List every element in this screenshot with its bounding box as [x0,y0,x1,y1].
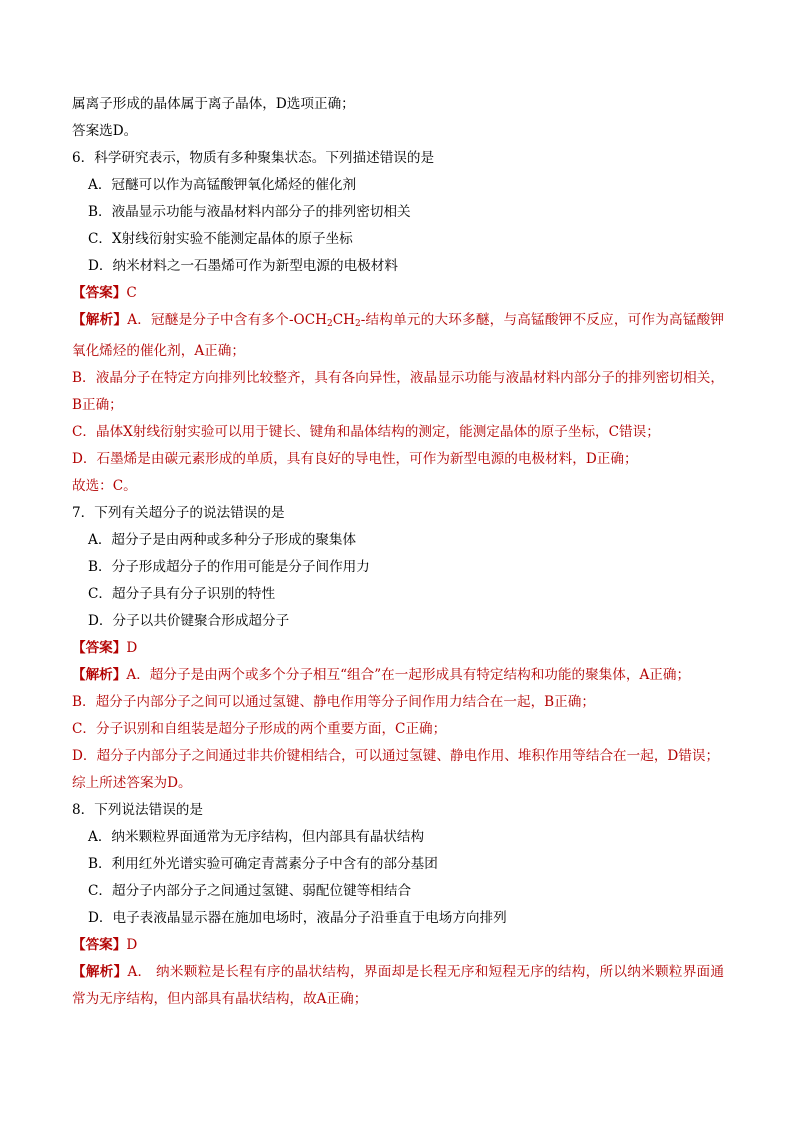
prev-analysis-line: 属离子形成的晶体属于离子晶体，D选项正确； [72,96,355,112]
analysis-text: A． 纳米颗粒是长程有序的晶状结构，界面却是长程无序和短程无序的结构，所以纳米颗粒界面通常为无序结构，但内部具有晶状结构，故A正确； [72,964,725,1007]
question-6-option-c: C．X射线衍射实验不能测定晶体的原子坐标 [88,231,353,247]
subscript: 2 [326,319,333,329]
question-7-analysis-c: C．分子识别和自组装是超分子形成的两个重要方面，C正确； [72,721,447,737]
analysis-text: A．超分子是由两个或多个分子相互“组合”在一起形成具有特定结构和功能的聚集体，A正确； [126,667,691,683]
question-7-stem: 7．下列有关超分子的说法错误的是 [72,505,285,521]
answer-value: D [126,937,138,953]
question-7-analysis-d: D．超分子内部分子之间通过非共价键相结合，可以通过氢键、静电作用、堆积作用等结合在一起，D错误； [72,748,720,764]
answer-value: D [126,640,138,656]
question-7-option-c: C．超分子具有分子识别的特性 [88,586,276,602]
analysis-text: -结构单元的大环多醚，与高锰酸钾不反应，可作为高锰酸钾氧化烯烃的催化剂，A正确； [72,312,725,359]
question-6-analysis-c: C．晶体X射线衍射实验可以用于键长、键角和晶体结构的测定，能测定晶体的原子坐标，C错误； [72,424,660,440]
analysis-label: 【解析】 [72,667,127,683]
question-8-option-c: C．超分子内部分子之间通过氢键、弱配位键等相结合 [88,883,412,899]
question-6-conclusion: 故选：C。 [72,478,137,494]
analysis-label: 【解析】 [72,964,128,980]
question-8-option-a: A．纳米颗粒界面通常为无序结构，但内部具有晶状结构 [88,829,425,845]
question-7-answer [72,635,724,662]
answer-label: 【答案】 [72,285,127,301]
question-6-analysis-d: D．石墨烯是由碳元素形成的单质，具有良好的导电性，可作为新型电源的电极材料，D正确； [72,451,638,467]
question-8-option-b: B．利用红外光谱实验可确定青蒿素分子中含有的部分基团 [88,856,438,872]
question-7-conclusion: 综上所述答案为D。 [72,775,192,791]
question-8-stem: 8．下列说法错误的是 [72,802,203,818]
question-7-analysis-a [72,662,724,689]
question-6-stem: 6．科学研究表示，物质有多种聚集状态。下列描述错误的是 [72,150,435,166]
prev-conclusion: 答案选D。 [72,123,138,139]
answer-value: C [126,285,137,301]
question-8-analysis-a [72,959,724,1013]
question-6-option-b: B．液晶显示功能与液晶材料内部分子的排列密切相关 [88,204,411,220]
question-6-analysis-a [72,307,724,365]
question-7-option-d: D．分子以共价键聚合形成超分子 [88,613,290,629]
question-7-option-a: A．超分子是由两种或多种分子形成的聚集体 [88,532,357,548]
analysis-label: 【解析】 [72,312,128,328]
answer-label: 【答案】 [72,937,127,953]
document-body [72,91,724,1013]
question-8-answer [72,932,724,959]
question-8-option-d: D．电子表液晶显示器在施加电场时，液晶分子沿垂直于电场方向排列 [88,910,507,926]
analysis-text: A．冠醚是分子中含有多个-OCH [127,312,327,328]
question-6-answer [72,280,724,307]
answer-label: 【答案】 [72,640,127,656]
analysis-text: CH [332,312,355,328]
question-6-option-a: A．冠醚可以作为高锰酸钾氧化烯烃的催化剂 [88,177,357,193]
question-7-analysis-b: B．超分子内部分子之间可以通过氢键、静电作用等分子间作用力结合在一起，B正确； [72,694,595,710]
question-6-analysis-b: B．液晶分子在特定方向排列比较整齐，具有各向异性，液晶显示功能与液晶材料内部分子的排列密切相关，B正确； [72,370,724,413]
question-6-option-d: D．纳米材料之一石墨烯可作为新型电源的电极材料 [88,258,398,274]
question-7-option-b: B．分子形成超分子的作用可能是分子间作用力 [88,559,370,575]
subscript: 2 [354,319,361,329]
